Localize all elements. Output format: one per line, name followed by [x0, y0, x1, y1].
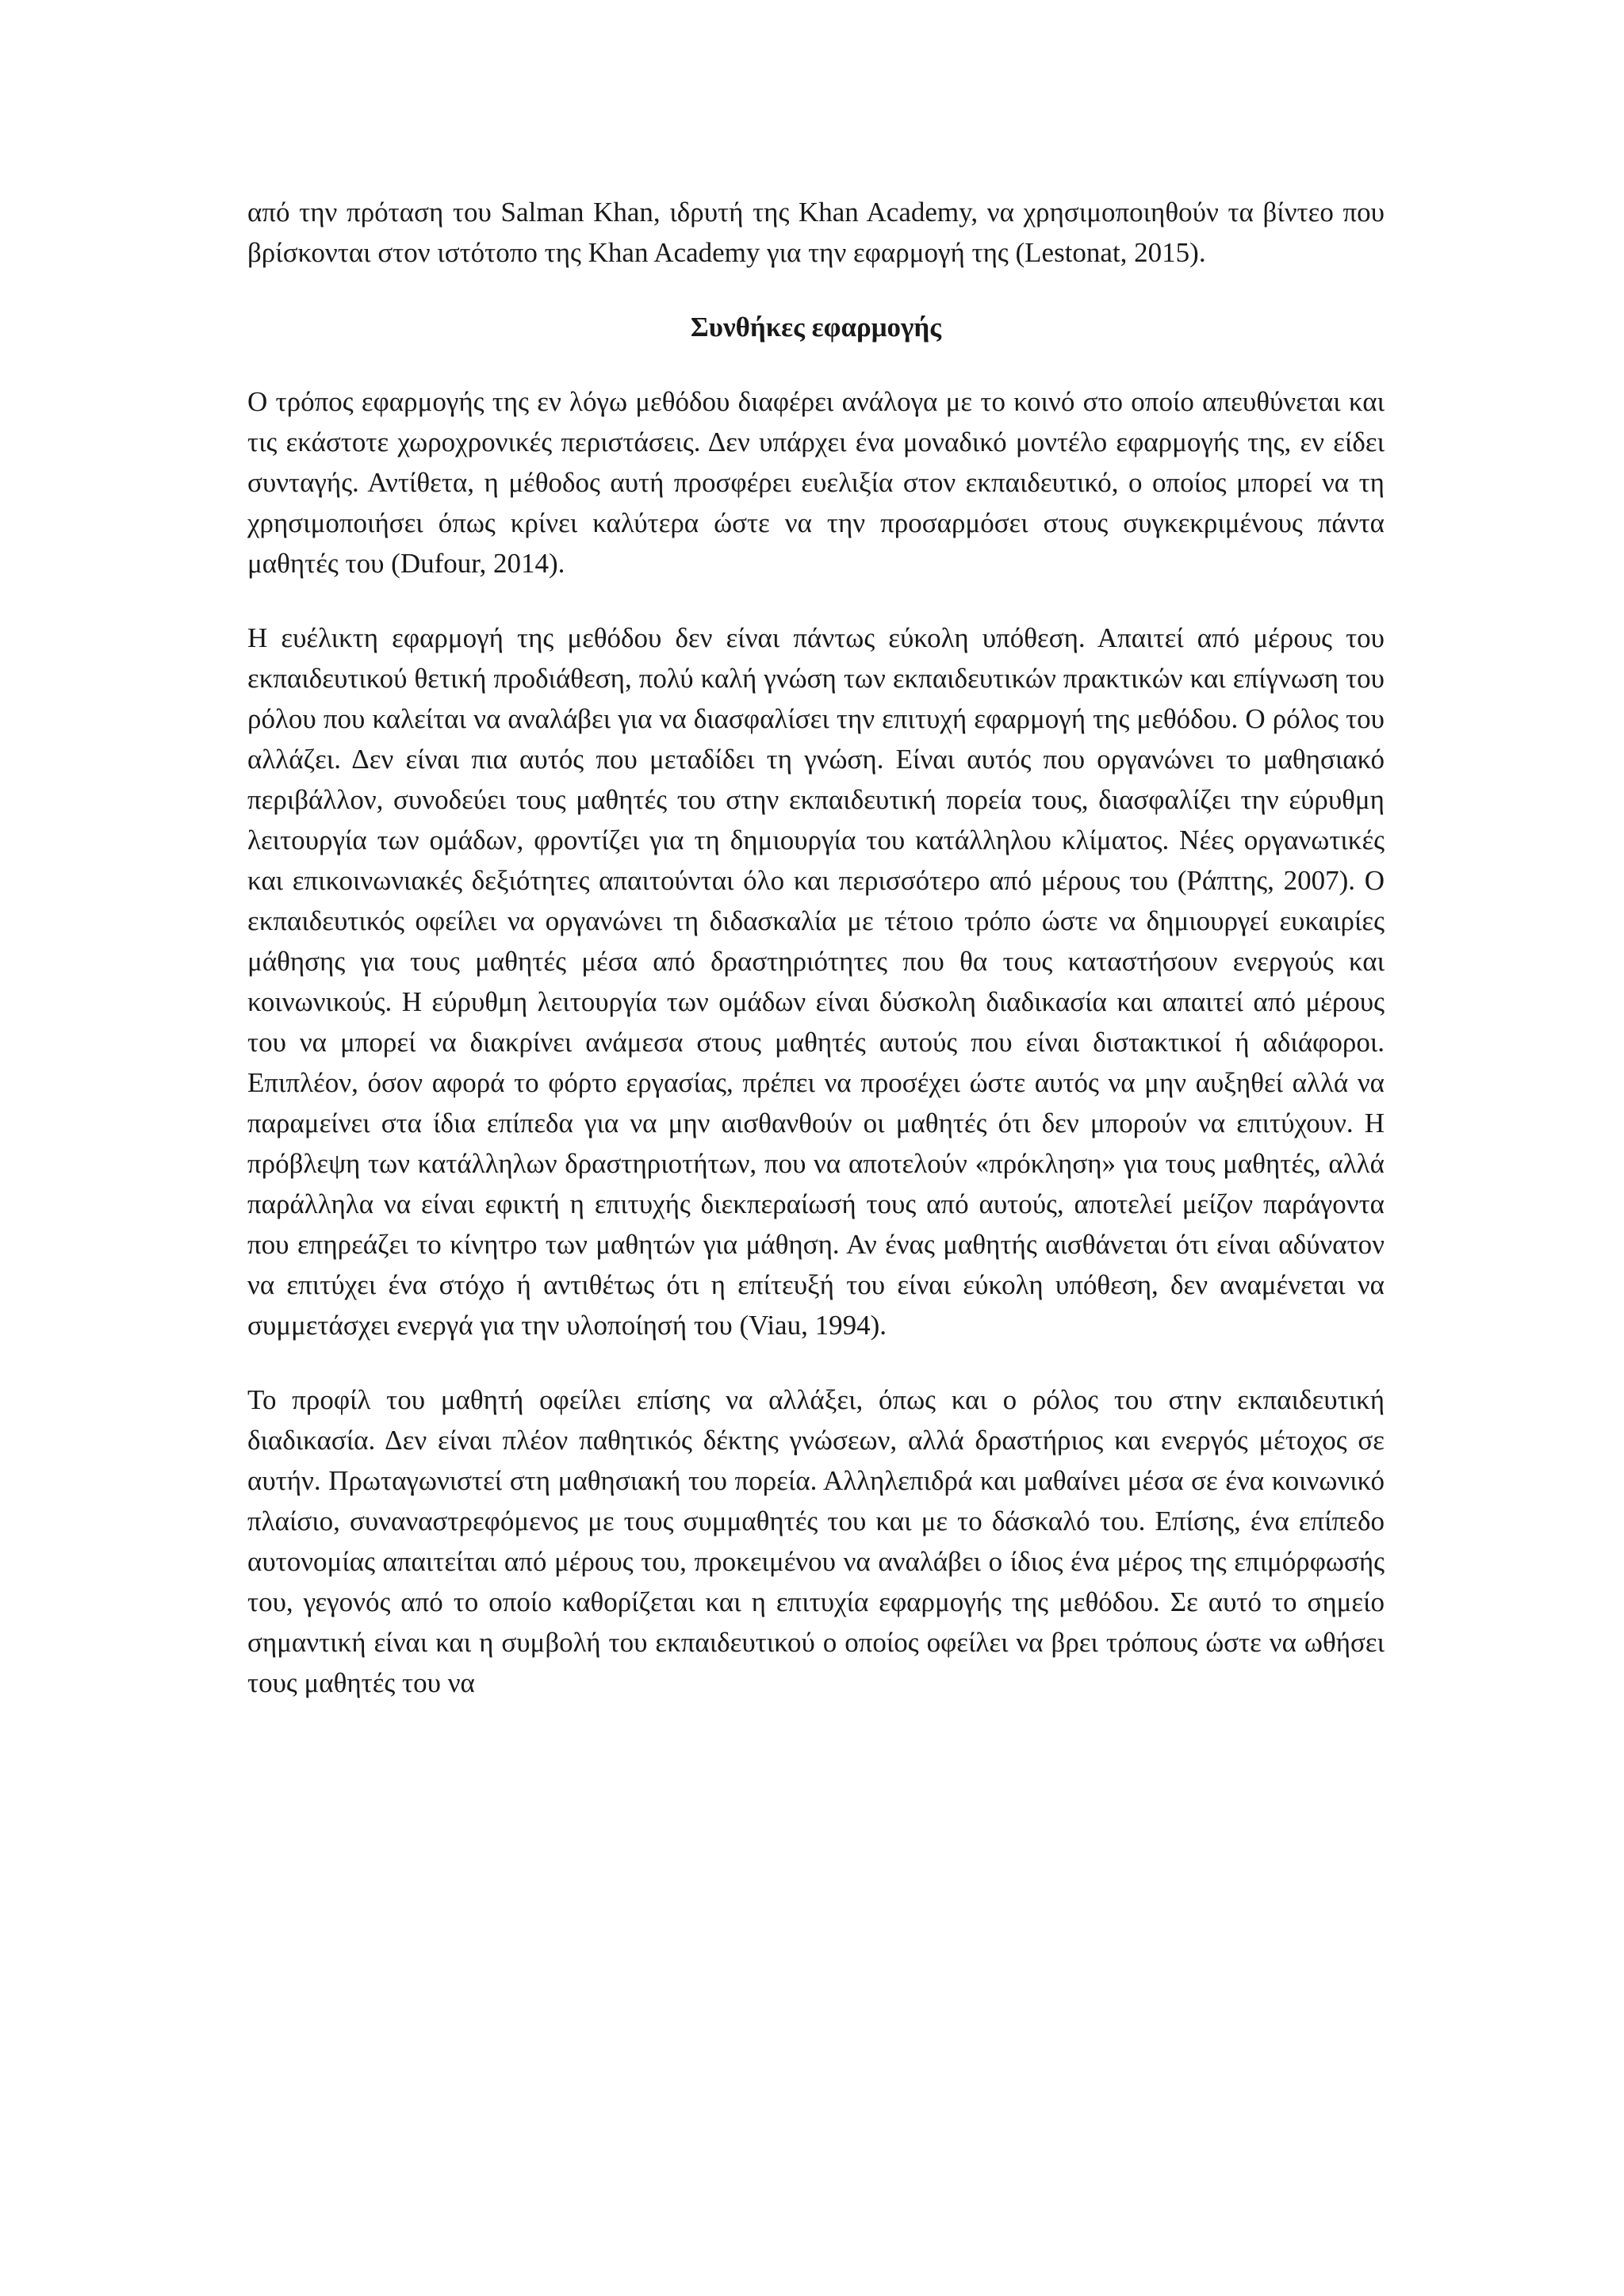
paragraph-student-profile: Το προφίλ του μαθητή οφείλει επίσης να αλλάξει, όπως και ο ρόλος του στην εκπαιδευτική διαδικασία. Δεν είναι πλέον παθητικός δέκτης γνώσεων, αλλά δραστήριος και ενεργός μέτοχος σε αυτήν. Πρωταγωνιστεί στη μαθησιακή του πορεία. Αλληλεπιδρά και μαθαίνει μέσα σε ένα κοινωνικό πλαίσιο, συναναστρεφόμενος με τους συμμαθητές του και με το δάσκαλό του. Επίσης, ένα επίπεδο αυτονομίας απαιτείται από μέρους του, προκειμένου να αναλάβει ο ίδιος ένα μέρος της επιμόρφωσής του, γεγονός από το οποίο καθορίζεται και η επιτυχία εφαρμογής της μεθόδου. Σε αυτό το σημείο σημαντική είναι και η συμβολή του εκπαιδευτικού ο οποίος οφείλει να βρει τρόπους ώστε να ωθήσει τους μαθητές του να [247, 1384, 1385, 1698]
paragraph-intro: από την πρόταση του Salman Khan, ιδρυτή της Khan Academy, να χρησιμοποιηθούν τα βίντεο που βρίσκονται στον ιστότοπο της Khan Academy για την εφαρμογή της (Lestonat, 2015). [247, 197, 1385, 268]
section-heading: Συνθήκες εφαρμογής [690, 312, 942, 342]
document-page [247, 192, 1385, 1737]
paragraph-teacher-role: Η ευέλικτη εφαρμογή της μεθόδου δεν είναι πάντως εύκολη υπόθεση. Απαιτεί από μέρους του εκπαιδευτικού θετική προδιάθεση, πολύ καλή γνώση των εκπαιδευτικών πρακτικών και επίγνωση του ρόλου που καλείται να αναλάβει για να διασφαλίσει την επιτυχή εφαρμογή της μεθόδου. Ο ρόλος του αλλάζει. Δεν είναι πια αυτός που μεταδίδει τη γνώση. Είναι αυτός που οργανώνει το μαθησιακό περιβάλλον, συνοδεύει τους μαθητές του στην εκπαιδευτική πορεία τους, διασφαλίζει την εύρυθμη λειτουργία των ομάδων, φροντίζει για τη δημιουργία του κατάλληλου κλίματος. Νέες οργανωτικές και επικοινωνιακές δεξιότητες απαιτούνται όλο και περισσότερο από μέρους του (Ράπτης, 2007). Ο εκπαιδευτικός οφείλει να οργανώνει τη διδασκαλία με τέτοιο τρόπο ώστε να δημιουργεί ευκαιρίες μάθησης για τους μαθητές μέσα από δραστηριότητες που θα τους καταστήσουν ενεργούς και κοινωνικούς. Η εύρυθμη λειτουργία των ομάδων είναι δύσκολη διαδικασία και απαιτεί από μέρους του να μπορεί να διακρίνει ανάμεσα στους μαθητές αυτούς που είναι διστακτικοί ή αδιάφοροι. Επιπλέον, όσον αφορά το φόρτο εργασίας, πρέπει να προσέχει ώστε αυτός να μην αυξηθεί αλλά να παραμείνει στα ίδια επίπεδα για να μην αισθανθούν οι μαθητές ότι δεν μπορούν να επιτύχουν. Η πρόβλεψη των κατάλληλων δραστηριοτήτων, που να αποτελούν «πρόκληση» για τους μαθητές, αλλά παράλληλα να είναι εφικτή η επιτυχής διεκπεραίωσή τους από αυτούς, αποτελεί μείζον παράγοντα που επηρεάζει το κίνητρο των μαθητών για μάθηση. Αν ένας μαθητής αισθάνεται ότι είναι αδύνατον να επιτύχει ένα στόχο ή αντιθέτως ότι η επίτευξή του είναι εύκολη υπόθεση, δεν αναμένεται να συμμετάσχει ενεργά για την υλοποίησή του (Viau, 1994). [247, 622, 1385, 1341]
paragraph-application-modes: Ο τρόπος εφαρμογής της εν λόγω μεθόδου διαφέρει ανάλογα με το κοινό στο οποίο απευθύνεται και τις εκάστοτε χωροχρονικές περιστάσεις. Δεν υπάρχει ένα μοναδικό μοντέλο εφαρμογής της, εν είδει συνταγής. Αντίθετα, η μέθοδος αυτή προσφέρει ευελιξία στον εκπαιδευτικό, ο οποίος μπορεί να τη χρησιμοποιήσει όπως κρίνει καλύτερα ώστε να την προσαρμόσει στους συγκεκριμένους πάντα μαθητές του (Dufour, 2014). [247, 386, 1385, 579]
